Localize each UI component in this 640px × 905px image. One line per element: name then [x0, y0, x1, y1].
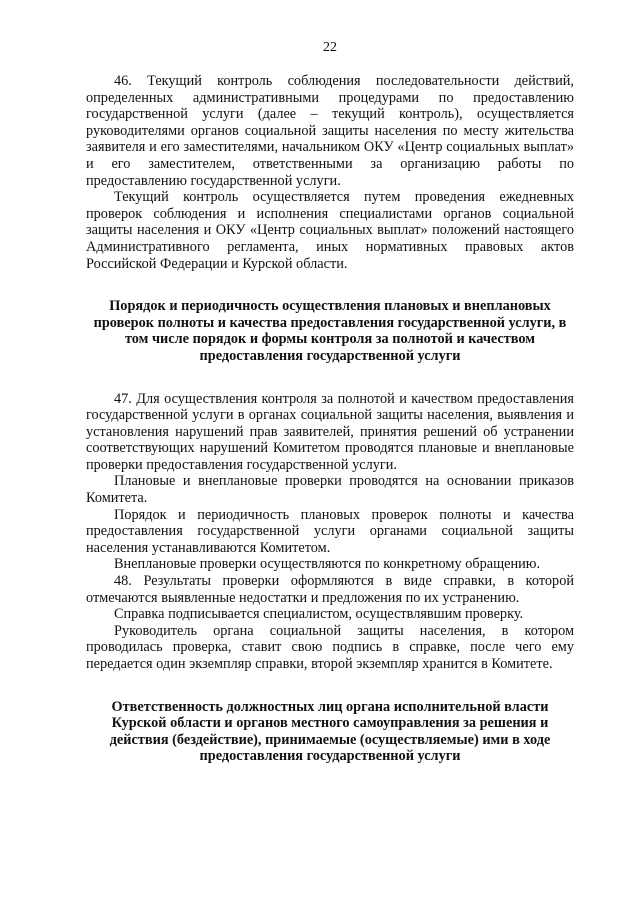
spacer [86, 272, 574, 298]
section-heading-responsibility: Ответственность должностных лиц органа исполнительной власти Курской области и органов местного самоуправления за решения и действия (бездействие), принимаемые (осуществляемые) ими в ходе предоставления государственной услуги [109, 698, 551, 765]
paragraph-report-copies: Руководитель органа социальной защиты населения, в котором проводилась проверка, ставит свою подпись в справке, после чего ему передается один экземпляр справки, второй экземпляр хранится в Комитете. [86, 622, 574, 672]
paragraph-unscheduled: Внеплановые проверки осуществляются по конкретному обращению. [114, 556, 541, 573]
paragraph-47: 47. Для осуществления контроля за полнотой и качеством предоставления государственной услуги в органах социальной защиты населения, выявления и установления нарушений прав заявителей, принятия решений об устранении соответствующих нарушений Комитетом проводятся плановые и внеплановые проверки предоставления государственной услуги. [86, 390, 574, 473]
document-body [86, 73, 574, 765]
paragraph-report-signed: Справка подписывается специалистом, осуществлявшим проверку. [114, 606, 524, 623]
page-number: 22 [323, 40, 337, 55]
section-heading-inspections: Порядок и периодичность осуществления плановых и внеплановых проверок полноты и качества предоставления государственной услуги, в том числе порядок и формы контроля за полнотой и качеством предоставления государственной услуги [93, 298, 567, 364]
paragraph-46: 46. Текущий контроль соблюдения последовательности действий, определенных административными процедурами по предоставлению государственной услуги (далее – текущий контроль), осуществляется руководителями органов социальной защиты населения по месту жительства заявителя и его заместителями, начальником ОКУ «Центр социальных выплат» и его заместителем, ответственными за организацию работы по предоставлению государственной услуги. [86, 73, 574, 189]
paragraph-inspections-basis: Плановые и внеплановые проверки проводятся на основании приказов Комитета. [86, 473, 574, 507]
spacer [86, 365, 574, 391]
paragraph-48: 48. Результаты проверки оформляются в виде справки, в которой отмечаются выявленные недостатки и предложения по их устранению. [86, 573, 574, 606]
spacer [86, 673, 574, 699]
paragraph-current-control: Текущий контроль осуществляется путем проведения ежедневных проверок соблюдения и исполнения специалистами органов социальной защиты населения и ОКУ «Центр социальных выплат» положений настоящего Административного регламента, иных нормативных правовых актов Российской Федерации и Курской области. [86, 189, 574, 272]
paragraph-inspections-order: Порядок и периодичность плановых проверок полноты и качества предоставления государственной услуги органами социальной защиты населения устанавливаются Комитетом. [86, 506, 574, 556]
